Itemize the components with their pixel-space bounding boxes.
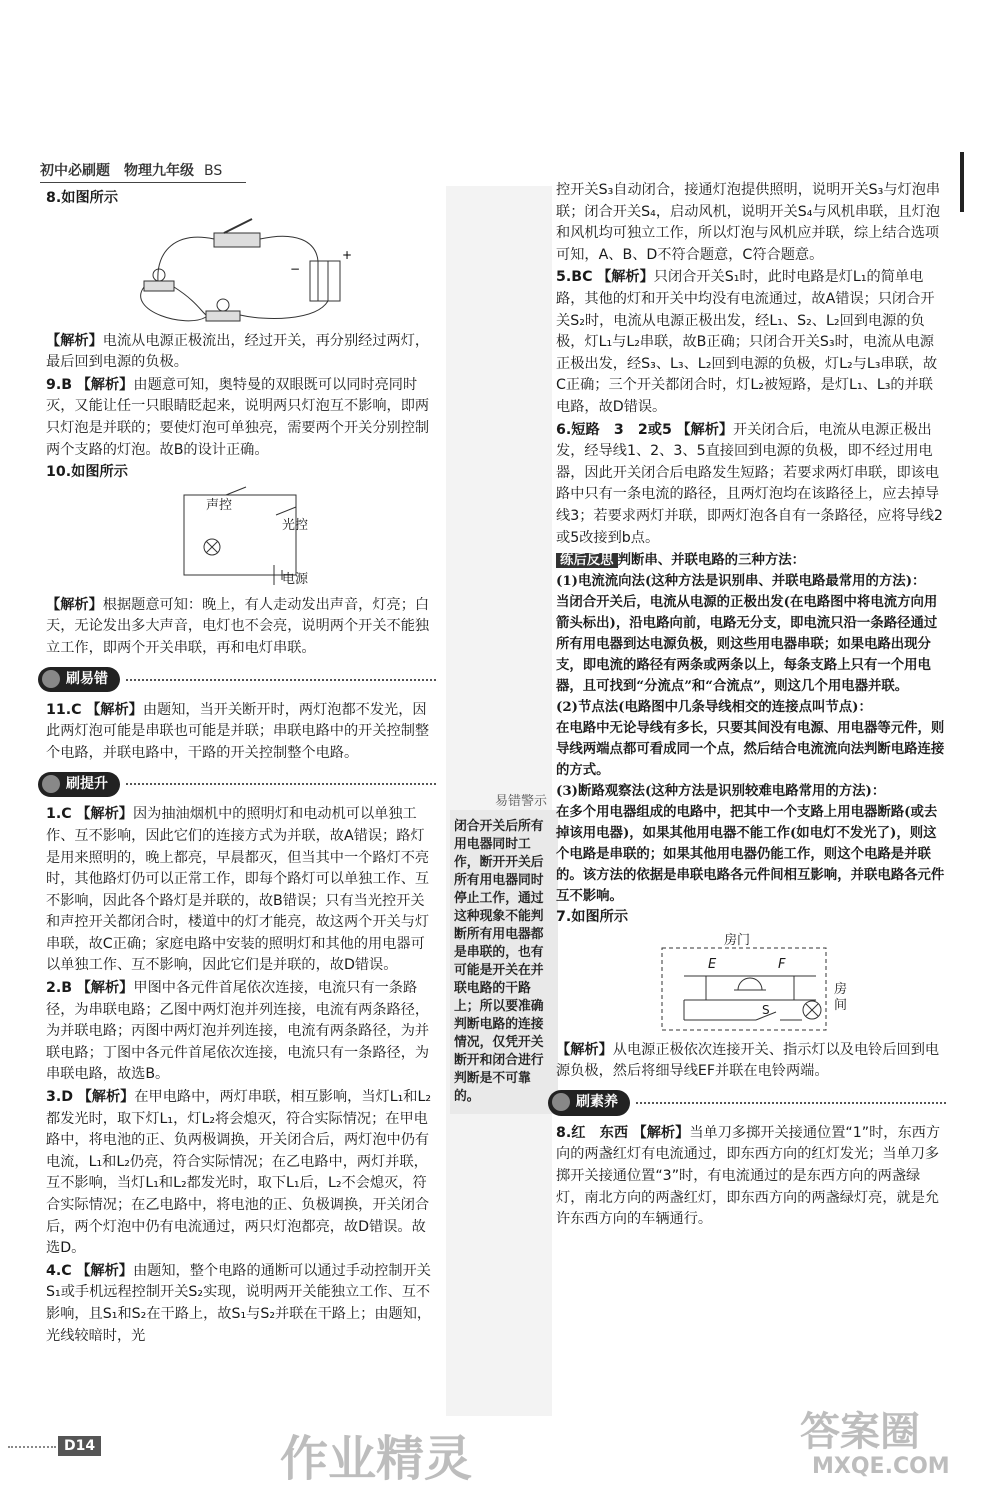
p1 [46, 804, 436, 977]
label-s: S [762, 1002, 770, 1017]
q9 [46, 375, 436, 461]
page-dots [8, 1446, 56, 1448]
p1-text: 因为抽油烟机中的照明灯和电动机可以单独工作、互不影响，因此它们的连接方式为并联，故A错误；路灯是用来照明的，晚上都亮，早晨都灭，但当其中一个路灯不亮时，其他路灯仍可以正常工作，即每个路灯可以单独工作、互不影响，因此各个路灯是并联的，故B错误；只有当光控开关和声控开关都闭合时，楼道中的灯才能亮，故这两个开关与灯串联，故C正确；家庭电路中安装的照明灯和其他的用电器可以单独工作、互不影响，因此它们是并联的，故D错误。 [46, 806, 430, 974]
p5-answer: BC [571, 269, 593, 286]
section-improve [38, 770, 436, 798]
p8-number: 8. [556, 1124, 572, 1141]
p5 [556, 267, 946, 418]
section-badge: 刷素养 [548, 1090, 630, 1116]
p4-cont-text: 控开关S₃自动闭合，接通灯泡提供照明，说明开关S₃与灯泡串联；闭合开关S₄，启动风机，说明开关S₄与风机串联，且灯泡和风机均可独立工作，所以灯泡与风机应并联，综上结合选项可知，A、B、D不符合题意，C符合题意。 [556, 182, 941, 263]
tip-title: 易错警示 [495, 794, 548, 809]
q11-answer: C [71, 701, 82, 718]
p7-number: 7. [556, 909, 572, 926]
analysis-tag: 【解析】 [676, 421, 734, 438]
p4-answer: C [61, 1262, 72, 1279]
label-sound: 声控 [206, 497, 233, 513]
p4-number: 4. [46, 1262, 62, 1279]
tip-text: 闭合开关后所有用电器同时工作，断开开关后所有用电器同时停止工作，通过这种现象不能判断所有用电器都是串联的，也有可能是开关在并联电路的干路上；所以要准确判断电路的连接情况，仅凭开关断开和闭合进行判断是不可靠的。 [454, 819, 544, 1104]
q10-analysis [46, 595, 436, 660]
q7-circuit-svg [556, 930, 946, 1040]
p5-text: 只闭合开关S₁时，此时电路是灯L₁的简单电路，其他的灯和开关中均没有电流通过，故A错误；只闭合开关S₂时，电流从电源正极出发，经L₁、S₂、L₂回到电源的负极，灯L₁与L₂串联，故B正确；只闭合开关S₃时，电流从电源正极出发，经S₃、L₃、L₂回到电源的负极，灯L₂与L₃串联，故C正确；三个开关都闭合时，灯L₂被短路，是灯L₁、L₃的并联电路，故D错误。 [556, 269, 938, 415]
analysis-tag: 【解析】 [597, 269, 654, 286]
q10-answer: 如图所示 [71, 464, 128, 481]
p8 [556, 1123, 946, 1231]
analysis-tag: 【解析】 [46, 332, 103, 349]
p2 [46, 978, 436, 1086]
method-3-title: (3)断路观察法(这种方法是识别较难电路常用的方法)： [556, 783, 886, 800]
q10 [46, 462, 436, 484]
p7-text: 从电源正极依次连接开关、指示灯以及电铃后回到电源负极，然后将细导线EF并联在电铃两端。 [556, 1041, 940, 1080]
analysis-tag: 【解析】 [76, 980, 134, 997]
analysis-tag: 【解析】 [632, 1124, 690, 1141]
label-f: F [778, 956, 786, 972]
q9-number: 9. [46, 376, 62, 393]
reflect-label: 练后反思 [556, 553, 618, 568]
page-edge-bar [960, 152, 964, 212]
header-rule [40, 182, 246, 183]
section-literacy [548, 1089, 946, 1117]
q9-text: 由题意可知，奥特曼的双眼既可以同时亮同时灭，又能让任一只眼睛眨起来，说明两只灯泡互不影响，即两只灯泡是并联的；要使灯泡可单独亮，需要两个开关分别控制两个支路的灯泡。故B的设计正确。 [46, 376, 430, 458]
analysis-tag: 【解析】 [76, 806, 133, 823]
reflection-box [556, 550, 946, 907]
p2-number: 2. [46, 980, 62, 997]
analysis-tag: 【解析】 [76, 376, 134, 393]
q8-number: 8. [46, 190, 62, 206]
analysis-tag: 【解析】 [86, 701, 143, 718]
p3-answer: D [61, 1089, 74, 1106]
p2-answer: B [61, 980, 73, 997]
p3 [46, 1087, 436, 1260]
label-door: 房门 [724, 932, 751, 948]
svg-text:+: + [342, 247, 353, 262]
p3-text: 在甲电路中，两灯串联，相互影响，当灯L₁和L₂都发光时，取下灯L₁，灯L₂将会熄灭，符合实际情况；在甲电路中，将电池的正、负两极调换，开关闭合后，两灯泡中仍有电流，L₁和L₂仍亮，符合实际情况；在乙电路中，两灯并联，互不影响，当灯L₁和L₂都发光时，取下L₁后，L₂不会熄灭，符合实际情况；在乙电路中，将电池的正、负极调换，开关闭合后，两个灯泡中仍有电流通过，两只灯泡都亮，故D错误。故选D。 [46, 1089, 432, 1257]
reflect-intro: 判断串、并联电路的三种方法： [617, 552, 806, 569]
p6-answer: 短路 3 2或5 [571, 421, 672, 438]
analysis-tag: 【解析】 [76, 1262, 133, 1279]
left-column [46, 188, 436, 1348]
p7-analysis [556, 1040, 946, 1083]
q8-text: 电流从电源正极流出，经过开关，再分别经过两灯，最后回到电源的负极。 [46, 332, 430, 371]
header-edition: BS [204, 163, 223, 179]
label-room: 房间 [834, 981, 848, 1013]
q9-answer: B [61, 376, 73, 393]
p5-number: 5. [556, 269, 572, 286]
label-source: 电源 [282, 571, 309, 587]
p7 [556, 907, 946, 929]
figure-q10-circuit [46, 485, 436, 595]
p6 [556, 420, 946, 550]
q8-analysis [46, 331, 436, 374]
tip-box [450, 810, 558, 1114]
page-number: D14 [58, 1436, 101, 1456]
section-easy-mistake [38, 666, 436, 694]
method-3-text: 在多个用电器组成的电路中，把其中一个支路上用电器断路(或去掉该用电器)，如果其他用电器不能工作(如电灯不发光了)，则这个电路是串联的；如果其他用电器仍能工作，则这个电路是并联的。该方法的依据是串联电路各元件间相互影响，并联电路各元件互不影响。 [556, 804, 945, 905]
p4-continued [556, 180, 946, 266]
q10-circuit-svg [46, 485, 436, 595]
svg-text:−: − [290, 261, 301, 276]
watermark-left: 作业精灵 [280, 1431, 473, 1487]
analysis-tag: 【解析】 [556, 1041, 613, 1058]
method-2-text: 在电路中无论导线有多长，只要其间没有电源、用电器等元件，则导线两端点都可看成同一个点，然后结合电流流向法判断电路连接的方式。 [556, 720, 945, 779]
p2-text: 甲图中各元件首尾依次连接，电流只有一条路径，为串联电路；乙图中两灯泡并列连接，电流有两条路径，为并联电路；丙图中两灯泡并列连接，电流有两条路径，为并联电路；丁图中各元件首尾依次连接，电流只有一条路径，为串联电路，故选B。 [46, 980, 430, 1083]
q11 [46, 700, 436, 765]
q8-answer: 如图所示 [61, 190, 119, 206]
method-2-title: (2)节点法(电路图中几条导线相交的连接点叫节点)： [556, 699, 872, 716]
method-1-text: 当闭合开关后，电流从电源的正极出发(在电路图中将电流方向用箭头标出)，沿电路向前，电路无分支，即电流只沿一条路径通过所有用电器到达电源负极，则这些用电器串联；如果电路出现分支，即电流的路径有两条或两条以上，每条支路上只有一个用电器，且可找到“分流点”和“合流点”，则这几个用电器并联。 [556, 594, 938, 695]
analysis-tag: 【解析】 [77, 1089, 135, 1106]
q10-number: 10. [46, 464, 72, 481]
watermark-site: MXQE.COM [812, 1454, 950, 1479]
p4 [46, 1261, 436, 1347]
p4-text: 由题知，整个电路的通断可以通过手动控制开关S₁或手机远程控制开关S₂实现，说明两开关能独立工作、互不影响，且S₁和S₂在干路上，故S₁与S₂并联在干路上；由题知，光线较暗时，光 [46, 1262, 432, 1344]
q8-circuit-svg [46, 211, 436, 331]
analysis-tag: 【解析】 [46, 596, 103, 613]
p6-text: 开关闭合后，电流从电源正极出发，经导线1、2、3、5直接回到电源的负极，即不经过用电器，因此开关闭合后电路发生短路；若要求两灯串联，即该电路中只有一条电流的路径，且两灯泡均在该路径上，应去掉导线3；若要求两灯并联，即两灯泡各自有一条路径，应将导线2或5改接到b点。 [556, 421, 943, 546]
q10-text: 根据题意可知：晚上，有人走动发出声音，灯亮；白天，无论发出多大声音，电灯也不会亮，说明两个开关不能独立工作，即两个开关串联，再和电灯串联。 [46, 596, 430, 656]
p3-number: 3. [46, 1089, 62, 1106]
figure-q8-circuit [46, 211, 436, 331]
method-1-title: (1)电流流向法(这种方法是识别串、并联电路最常用的方法)： [556, 573, 926, 590]
p7-answer: 如图所示 [571, 909, 629, 926]
q11-number: 11. [46, 701, 72, 718]
p8-answer: 红 东西 [571, 1124, 629, 1141]
section-badge: 刷易错 [38, 667, 120, 693]
p6-number: 6. [556, 421, 572, 438]
label-e: E [708, 956, 717, 972]
p1-answer: C [61, 806, 72, 823]
p1-number: 1. [46, 806, 62, 823]
figure-q7-circuit [556, 930, 946, 1040]
p8-text: 当单刀多掷开关接通位置“1”时，东西方向的两盏红灯有电流通过，即东西方向的红灯发光；当单刀多掷开关接通位置“3”时，有电流通过的是东西方向的两盏绿灯，南北方向的两盏红灯，即东西方向的两盏绿灯亮，就是允许东西方向的车辆通行。 [556, 1124, 941, 1228]
section-badge: 刷提升 [38, 772, 120, 798]
running-header [40, 160, 222, 180]
q8 [46, 188, 436, 210]
right-column [556, 180, 946, 1232]
watermark-right: 答案圈 [800, 1409, 920, 1455]
label-light: 光控 [282, 517, 309, 533]
q11-text: 由题知，当开关断开时，两灯泡都不发光，因此两灯泡可能是串联也可能是并联；串联电路中的开关控制整个电路，并联电路中，干路的开关控制整个电路。 [46, 701, 430, 761]
header-title: 初中必刷题 物理九年级 [40, 163, 194, 179]
